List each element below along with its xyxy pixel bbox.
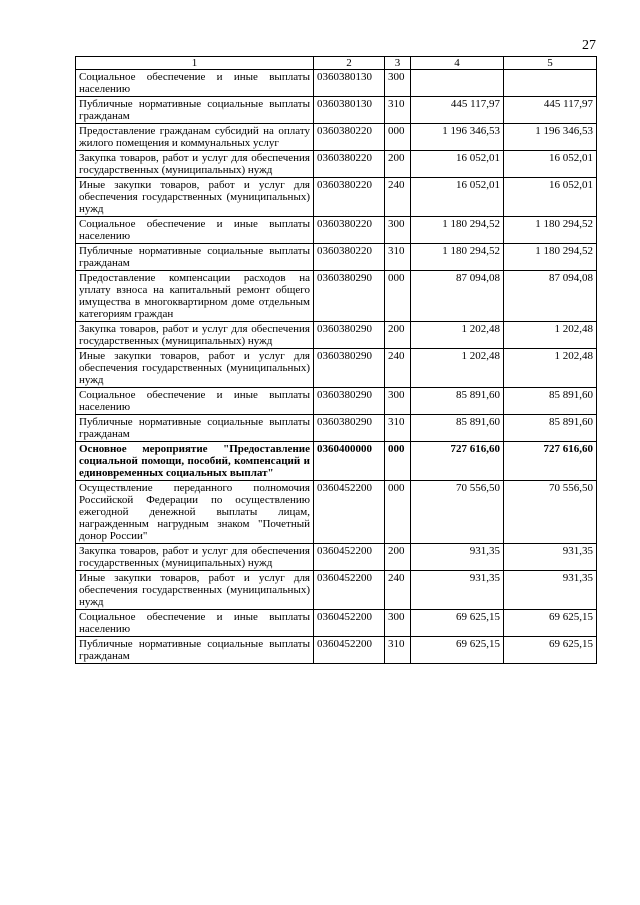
target-code-cell: 0360380220 <box>314 151 385 178</box>
amount-cell-4: 87 094,08 <box>411 271 504 322</box>
page-number: 27 <box>582 38 596 53</box>
amount-cell-4: 1 180 294,52 <box>411 244 504 271</box>
expense-kind-cell: 240 <box>385 178 411 217</box>
target-code-cell: 0360380290 <box>314 415 385 442</box>
table-row <box>76 544 597 571</box>
amount-cell-4: 931,35 <box>411 544 504 571</box>
expense-kind-cell: 310 <box>385 244 411 271</box>
expense-kind-cell: 240 <box>385 571 411 610</box>
amount-cell-5: 931,35 <box>504 571 597 610</box>
expense-kind-cell: 000 <box>385 481 411 544</box>
table-row <box>76 481 597 544</box>
header-cell-1: 1 <box>76 57 314 70</box>
amount-cell-5: 445 117,97 <box>504 97 597 124</box>
amount-cell-5: 87 094,08 <box>504 271 597 322</box>
amount-cell-4: 85 891,60 <box>411 388 504 415</box>
amount-cell-4: 445 117,97 <box>411 97 504 124</box>
amount-cell-4: 69 625,15 <box>411 610 504 637</box>
target-code-cell: 0360452200 <box>314 544 385 571</box>
item-name-cell: Закупка товаров, работ и услуг для обеспечения государственных (муниципальных) нужд <box>76 322 314 349</box>
amount-cell-5: 1 180 294,52 <box>504 244 597 271</box>
target-code-cell: 0360452200 <box>314 571 385 610</box>
expense-kind-cell: 000 <box>385 124 411 151</box>
item-name-cell: Социальное обеспечение и иные выплаты населению <box>76 388 314 415</box>
expense-kind-cell: 300 <box>385 217 411 244</box>
expense-kind-cell: 000 <box>385 271 411 322</box>
item-name-cell: Публичные нормативные социальные выплаты гражданам <box>76 415 314 442</box>
table-row <box>76 244 597 271</box>
expense-kind-cell: 300 <box>385 610 411 637</box>
item-name-cell: Закупка товаров, работ и услуг для обеспечения государственных (муниципальных) нужд <box>76 544 314 571</box>
table-row <box>76 637 597 664</box>
target-code-cell: 0360380290 <box>314 349 385 388</box>
amount-cell-4: 69 625,15 <box>411 637 504 664</box>
amount-cell-4: 1 202,48 <box>411 322 504 349</box>
table-row <box>76 322 597 349</box>
item-name-cell: Социальное обеспечение и иные выплаты населению <box>76 217 314 244</box>
target-code-cell: 0360380290 <box>314 271 385 322</box>
expense-kind-cell: 000 <box>385 442 411 481</box>
amount-cell-5: 931,35 <box>504 544 597 571</box>
amount-cell-5: 1 196 346,53 <box>504 124 597 151</box>
header-cell-3: 3 <box>385 57 411 70</box>
target-code-cell: 0360380220 <box>314 178 385 217</box>
target-code-cell: 0360380130 <box>314 70 385 97</box>
amount-cell-4: 1 196 346,53 <box>411 124 504 151</box>
target-code-cell: 0360380130 <box>314 97 385 124</box>
table-row <box>76 70 597 97</box>
item-name-cell: Социальное обеспечение и иные выплаты населению <box>76 610 314 637</box>
budget-table <box>75 56 597 664</box>
table-row <box>76 217 597 244</box>
table-row <box>76 571 597 610</box>
header-cell-5: 5 <box>504 57 597 70</box>
amount-cell-5 <box>504 70 597 97</box>
amount-cell-5: 85 891,60 <box>504 415 597 442</box>
expense-kind-cell: 240 <box>385 349 411 388</box>
target-code-cell: 0360452200 <box>314 481 385 544</box>
amount-cell-5: 727 616,60 <box>504 442 597 481</box>
amount-cell-4: 727 616,60 <box>411 442 504 481</box>
item-name-cell: Публичные нормативные социальные выплаты гражданам <box>76 637 314 664</box>
table-row <box>76 178 597 217</box>
table-row <box>76 442 597 481</box>
item-name-cell: Закупка товаров, работ и услуг для обеспечения государственных (муниципальных) нужд <box>76 151 314 178</box>
amount-cell-5: 69 625,15 <box>504 610 597 637</box>
item-name-cell: Социальное обеспечение и иные выплаты населению <box>76 70 314 97</box>
amount-cell-5: 1 180 294,52 <box>504 217 597 244</box>
amount-cell-5: 85 891,60 <box>504 388 597 415</box>
amount-cell-5: 16 052,01 <box>504 178 597 217</box>
amount-cell-5: 1 202,48 <box>504 349 597 388</box>
table-row <box>76 388 597 415</box>
header-cell-2: 2 <box>314 57 385 70</box>
table-row <box>76 271 597 322</box>
item-name-cell: Публичные нормативные социальные выплаты гражданам <box>76 97 314 124</box>
amount-cell-4: 70 556,50 <box>411 481 504 544</box>
expense-kind-cell: 300 <box>385 70 411 97</box>
expense-kind-cell: 200 <box>385 544 411 571</box>
amount-cell-4 <box>411 70 504 97</box>
expense-kind-cell: 200 <box>385 151 411 178</box>
item-name-cell: Иные закупки товаров, работ и услуг для обеспечения государственных (муниципальных) нужд <box>76 178 314 217</box>
amount-cell-5: 1 202,48 <box>504 322 597 349</box>
target-code-cell: 0360380290 <box>314 322 385 349</box>
item-name-cell: Осуществление переданного полномочия Российской Федерации по осуществлению ежегодной денежной выплаты лицам, награжденным нагрудным знаком "Почетный донор России" <box>76 481 314 544</box>
table-row <box>76 610 597 637</box>
table-row <box>76 349 597 388</box>
target-code-cell: 0360400000 <box>314 442 385 481</box>
expense-kind-cell: 310 <box>385 97 411 124</box>
target-code-cell: 0360380290 <box>314 388 385 415</box>
target-code-cell: 0360452200 <box>314 637 385 664</box>
expense-kind-cell: 310 <box>385 415 411 442</box>
table-header-row <box>76 57 597 70</box>
item-name-cell: Предоставление компенсации расходов на уплату взноса на капитальный ремонт общего имущества в многоквартирном доме отдельным категориям граждан <box>76 271 314 322</box>
amount-cell-5: 69 625,15 <box>504 637 597 664</box>
target-code-cell: 0360380220 <box>314 217 385 244</box>
expense-kind-cell: 300 <box>385 388 411 415</box>
amount-cell-4: 1 202,48 <box>411 349 504 388</box>
amount-cell-4: 1 180 294,52 <box>411 217 504 244</box>
amount-cell-4: 16 052,01 <box>411 178 504 217</box>
amount-cell-4: 16 052,01 <box>411 151 504 178</box>
amount-cell-4: 85 891,60 <box>411 415 504 442</box>
target-code-cell: 0360452200 <box>314 610 385 637</box>
expense-kind-cell: 310 <box>385 637 411 664</box>
amount-cell-5: 16 052,01 <box>504 151 597 178</box>
item-name-cell: Предоставление гражданам субсидий на оплату жилого помещения и коммунальных услуг <box>76 124 314 151</box>
target-code-cell: 0360380220 <box>314 244 385 271</box>
table-row <box>76 415 597 442</box>
header-cell-4: 4 <box>411 57 504 70</box>
amount-cell-5: 70 556,50 <box>504 481 597 544</box>
item-name-cell: Публичные нормативные социальные выплаты гражданам <box>76 244 314 271</box>
target-code-cell: 0360380220 <box>314 124 385 151</box>
item-name-cell: Иные закупки товаров, работ и услуг для обеспечения государственных (муниципальных) нужд <box>76 571 314 610</box>
expense-kind-cell: 200 <box>385 322 411 349</box>
item-name-cell: Основное мероприятие "Предоставление социальной помощи, пособий, компенсаций и единовременных социальных выплат" <box>76 442 314 481</box>
table-row <box>76 151 597 178</box>
budget-table-body <box>76 57 597 664</box>
table-row <box>76 97 597 124</box>
item-name-cell: Иные закупки товаров, работ и услуг для обеспечения государственных (муниципальных) нужд <box>76 349 314 388</box>
amount-cell-4: 931,35 <box>411 571 504 610</box>
table-row <box>76 124 597 151</box>
